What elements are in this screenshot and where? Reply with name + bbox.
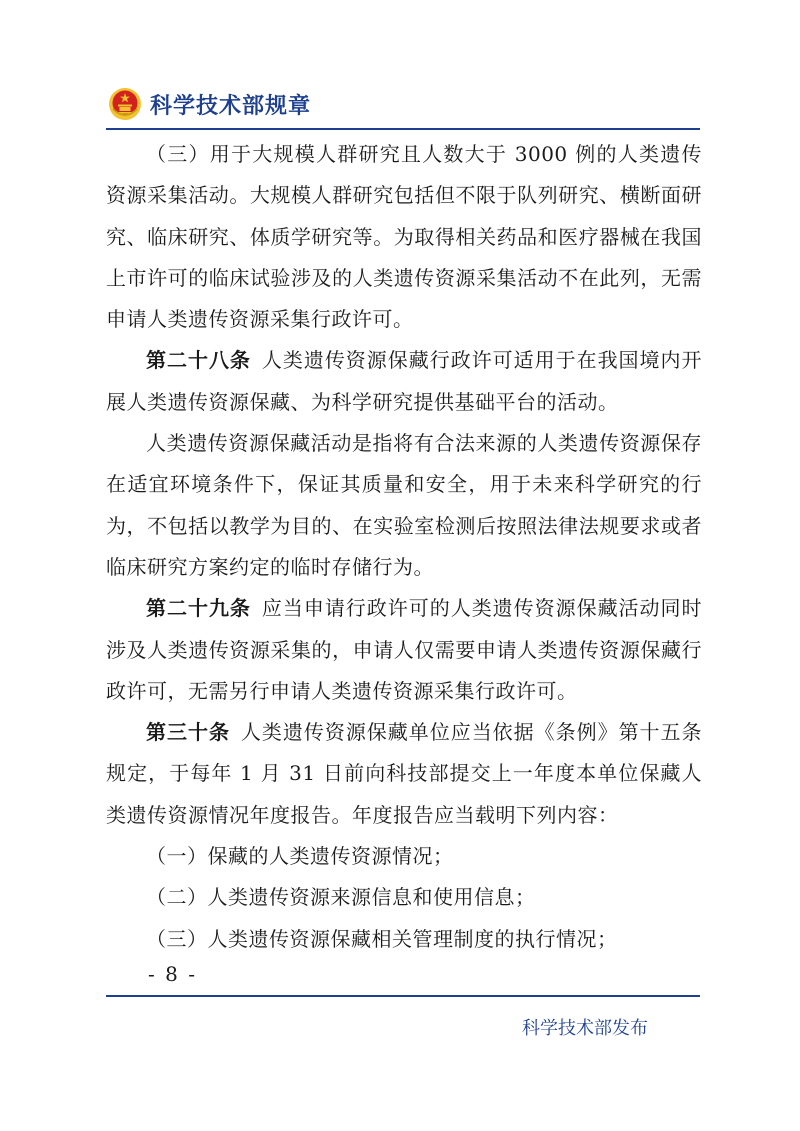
paragraph-text: （三）人类遗传资源保藏相关管理制度的执行情况； [146,926,618,951]
paragraph [106,340,702,423]
document-body [106,134,702,960]
paragraph [106,134,702,340]
paragraph-text: 应当申请行政许可的人类遗传资源保藏活动同时涉及人类遗传资源采集的，申请人仅需要申请人类遗传资源保藏行政许可，无需另行申请人类遗传资源采集行政许可。 [106,596,703,703]
paragraph [106,836,702,877]
header-divider [106,128,700,130]
paragraph [106,588,702,712]
footer-divider [106,995,700,997]
paragraph-text: 人类遗传资源保藏行政许可适用于在我国境内开展人类遗传资源保藏、为科学研究提供基础平台的活动。 [106,348,703,414]
publisher-footer: 科学技术部发布 [522,1018,648,1039]
article-label: 第二十八条 [146,348,251,373]
paragraph-text: （一）保藏的人类遗传资源情况； [146,844,454,869]
paragraph [106,423,702,588]
article-label: 第二十九条 [146,596,251,621]
header-title: 科学技术部规章 [150,93,312,119]
page-number: - 8 - [148,962,197,986]
paragraph [106,919,702,960]
paragraph [106,712,702,836]
paragraph-text: （三）用于大规模人群研究且人数大于 3000 例的人类遗传资源采集活动。大规模人群研究包括但不限于队列研究、横断面研究、临床研究、体质学研究等。为取得相关药品和医疗器械在我国上市许可的临床试验涉及的人类遗传资源采集活动不在此列，无需申请人类遗传资源采集行政许可。 [106,142,702,332]
page-header [108,84,311,124]
paragraph-text: 人类遗传资源保藏活动是指将有合法来源的人类遗传资源保存在适宜环境条件下，保证其质量和安全，用于未来科学研究的行为，不包括以教学为目的、在实验室检测后按照法律法规要求或者临床研究方案约定的临时存储行为。 [106,431,702,579]
article-label: 第三十条 [146,720,230,745]
paragraph-text: （二）人类遗传资源来源信息和使用信息； [146,885,536,910]
national-emblem-icon [108,87,142,121]
paragraph-text: 人类遗传资源保藏单位应当依据《条例》第十五条规定，于每年 1 月 31 日前向科技部提交上一年度本单位保藏人类遗传资源情况年度报告。年度报告应当载明下列内容： [106,720,703,827]
paragraph [106,877,702,918]
